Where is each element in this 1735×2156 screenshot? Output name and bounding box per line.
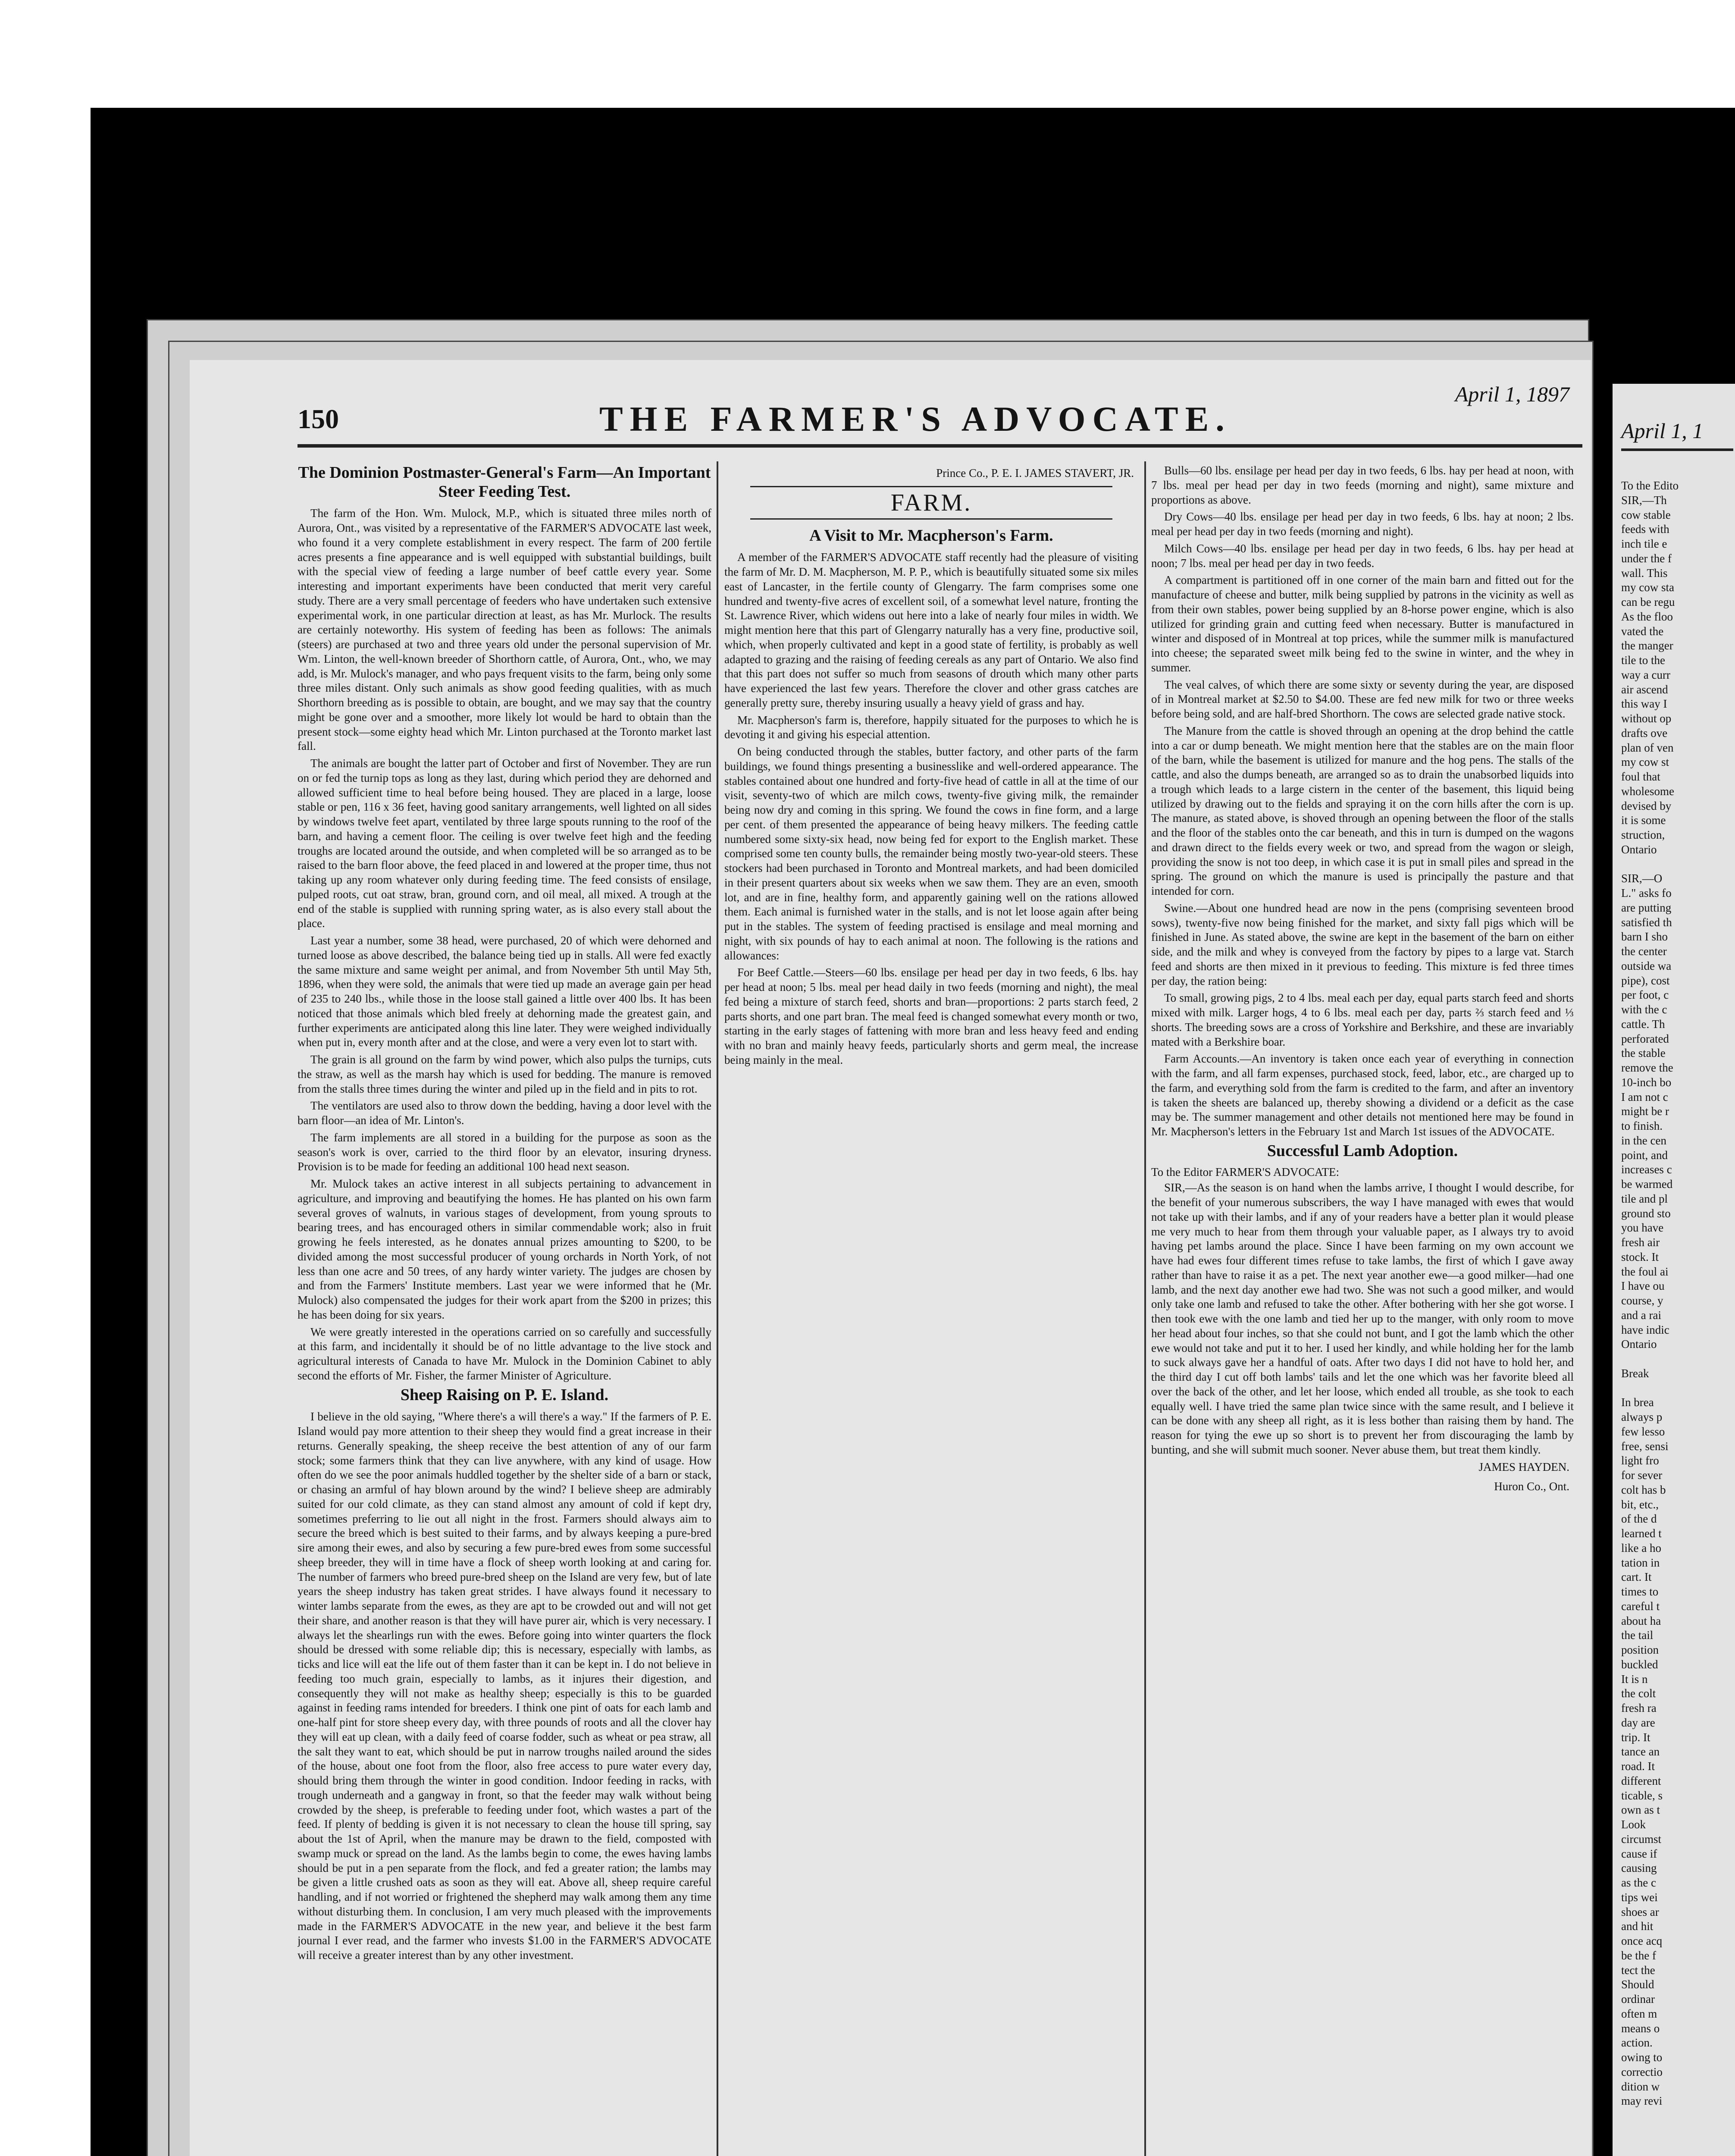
mulock-paragraph: The ventilators are used also to throw down the bedding, having a door level with the barn floor—an idea of Mr. Linton's. (298, 1099, 711, 1127)
adjacent-page-text: To the Edito SIR,—Th cow stable feeds with inch tile e under the f wall. This my cow sta can be regu As the floo vated the the manger tile to the way a curr air ascend this way I without op drafts ove plan of ven my cow st foul that wholesome devised by it is some struction, Ontario SIR,—O L." asks fo are putting satisfied th barn I sho the center outside wa pipe), cost per foot, c with the c cattle. Th perforated the stable remove the 10-inch bo I am not c might be r to finish. in the cen point, and increases c be warmed tile and pl ground sto you have fresh air stock. It the foul ai I have ou course, y and a rai have indic Ontario Break In brea always p few lesso free, sensi light fro for sever colt has b bit, etc., of the d learned t like a ho tation in cart. It times to careful t about ha the tail position buckled It is n the colt fresh ra day are trip. It tance an road. It different ticable, s own as t Look circumst cause if causing as the c tips wei shoes ar and hit once acq be the f tect the Should ordinar often m means o action. owing to correctio dition w may revi (1621, 479, 1679, 2108)
page-number: 150 (298, 404, 339, 434)
adjacent-page (1613, 384, 1735, 2156)
department-heading: FARM. (750, 486, 1112, 520)
mulock-paragraph: The farm implements are all stored in a building for the purpose as soon as the season's work is over, carried to the third floor by an elevator, insuring dryness. Provision is to be made for feeding an additional 100 head next season. (298, 1131, 711, 1173)
lamb-salutation: To the Editor FARMER'S ADVOCATE: (1151, 1166, 1339, 1179)
issue-date: April 1, 1897 (1455, 382, 1569, 406)
macpherson-paragraph: A member of the FARMER'S ADVOCATE staff recently had the pleasure of visiting the farm of Mr. D. M. Macpherson, M. P. P., which is beautifully situated some six miles east of Lancaster, in the fertile county of Glengarry. The farm comprises some one hundred and twenty-five acres of excellent soil, of a somewhat level nature, fronting the St. Lawrence River, which widens out here into a lake of nearly four miles in width. We might mention here that this part of Glengarry naturally has a very fine, productive soil, which, when properly cultivated and kept in a good state of fertility, is probably as well adapted to grazing and the raising of feeding cereals as any part of Ontario. We also find that this part does not suffer so much from seasons of drouth which many other parts have experienced the last few years. Therefore the clover and other grass catches are generally pretty sure, thereby insuring usually a heavy yield of grass and hay. (724, 551, 1138, 709)
mulock-paragraph: Mr. Mulock takes an active interest in all subjects pertaining to advancement in agriculture, and improving and beautifying the homes. He has planted on his own farm several groves of walnuts, in various stages of development, from young sprouts to bearing trees, and has encouraged others in similar commendable work; also in fruit growing he feels interested, as he donates annual prizes amounting to $200, to be divided among the most successful producer of young orchards in North York, of not less than one acre and 50 trees, of any hardy winter variety. The judges are chosen by and from the Farmers' Institute members. Last year we were informed that he (Mr. Mulock) also compensated the judges for their work apart from the $200 in prizes; this he has been doing for six years. (298, 1177, 711, 1321)
macpherson-paragraph: Mr. Macpherson's farm is, therefore, happily situated for the purposes to which he is devoting it and giving his especial attention. (724, 713, 1138, 741)
column-2 (724, 464, 1138, 2156)
macpherson-headline: A Visit to Mr. Macpherson's Farm. (809, 526, 1053, 545)
sheep-signature: Prince Co., P. E. I. JAMES STAVERT, JR. (936, 467, 1134, 479)
macpherson-paragraph: The Manure from the cattle is shoved through an opening at the drop behind the cattle into a car or dump beneath. We might mention here that the stables are on the main floor of the barn, while the basement is utilized for manure and the hog pens. The stalls of the cattle, and also the dumps beneath, are arranged so as to drain the unabsorbed liquids into a trough which leads to a large cistern in the center of the basement, this liquid being utilized by drawing out to the fields and spraying it on the corn hills after the corn is up. The manure, as stated above, is shoved through an opening between the floor of the stalls and the floor of the stables onto the car beneath, and this in turn is dumped on the wagons and drawn direct to the fields every week or two, and spread from the wagon or sleigh, providing the snow is not too deep, in which case it is put in small piles and spread in the spring. The ground on which the manure is used is principally the pasture and that intended for corn. (1151, 724, 1574, 897)
lamb-headline: Successful Lamb Adoption. (1267, 1141, 1458, 1160)
macpherson-paragraph: A compartment is partitioned off in one corner of the main barn and fitted out for the manufacture of cheese and butter, milk being supplied by patrons in the vicinity as well as from their own stables, power being supplied by an 8-horse power engine, which is also utilized for grinding grain and cutting feed when necessary. Butter is manufactured in winter and disposed of in Montreal at top prices, while the summer milk is manufactured into cheese; the separated sweet milk being fed to the swine in winter, and the whey in summer. (1151, 573, 1574, 674)
lamb-signature: JAMES HAYDEN. (1478, 1460, 1569, 1473)
page-header (298, 382, 1582, 442)
masthead: THE FARMER'S ADVOCATE. (599, 399, 1231, 439)
mulock-paragraph: Last year a number, some 38 head, were purchased, 20 of which were dehorned and turned loose as above described, the balance being tied up in stalls. All were fed exactly the same mixture and same weight per animal, and from November 5th until May 5th, 1896, when they were sold, the animals that were tied up made an average gain per head of 235 to 240 lbs., while those in the loose stall gained a little over 400 lbs. It has been noticed that those animals which bled freely at dehorning made the greatest gain, and further experiments are anticipated along this line later. They were weighed individually when put in, every month after and at the close, and were a very even lot to start with. (298, 934, 711, 1049)
column-rule (717, 461, 718, 2156)
adjacent-page-date: April 1, 1 (1621, 419, 1704, 443)
macpherson-paragraph: For Beef Cattle.—Steers—60 lbs. ensilage per head per day in two feeds, 6 lbs. hay per head at noon; 5 lbs. meal per head daily in two feeds (morning and night), the meal fed being a mixture of starch feed, shorts and bran—proportions: 2 parts starch feed, 2 parts shorts, and one part bran. The meal feed is changed somewhat every month or two, starting in the early stages of fattening with more bran and less heavy feed and ending with no bran and mainly heavy feeds, particularly shorts and germ meal, the increase being mainly in the meal. (724, 966, 1138, 1066)
mulock-headline: The Dominion Postmaster-General's Farm—An Important Steer Feeding Test. (298, 464, 711, 501)
macpherson-paragraph: Dry Cows—40 lbs. ensilage per head per day in two feeds, 6 lbs. hay at noon; 2 lbs. meal per head per day in two feeds (morning and night). (1151, 510, 1574, 538)
column-3 (1151, 464, 1574, 2156)
column-1 (298, 464, 711, 2156)
macpherson-paragraph: Farm Accounts.—An inventory is taken once each year of everything in connection with the farm, and all farm expenses, purchased stock, feed, labor, etc., are charged up to the farm, and everything sold from the farm is credited to the farm, and after an inventory is taken the sheets are balanced up, thereby showing a dividend or a deficit as the case may be. The summer management and other details not mentioned here may be found in Mr. Macpherson's letters in the February 1st and March 1st issues of the ADVOCATE. (1151, 1052, 1574, 1138)
mulock-paragraph: We were greatly interested in the operations carried on so carefully and successfully at this farm, and incidentally it should be of no little advantage to the live stock and agricultural interests of Canada to have Mr. Mulock in the Dominion Cabinet to ably second the efforts of Mr. Fisher, the farmer Minister of Agriculture. (298, 1325, 711, 1382)
macpherson-paragraph: The veal calves, of which there are some sixty or seventy during the year, are disposed of in Montreal market at $2.50 to $4.00. These are fed new milk for two or three weeks before being sold, and are half-bred Shorthorn. The cows are selected grade native stock. (1151, 678, 1574, 720)
macpherson-paragraph: On being conducted through the stables, butter factory, and other parts of the farm buildings, we found things presenting a businesslike and well-ordered appearance. The stables contained about one hundred and forty-five head of cattle in all at the time of our visit, seventy-two of which are milch cows, twenty-five giving milk, the remainder being now dry and coming in this spring. We found the cows in fine form, and a large per cent. of them presented the appearance of being heavy milkers. The feeding cattle numbered some sixty-six head, now being fed for export to the English market. These comprised some ten county bulls, the remainder being mostly two-year-old steers. These stockers had been purchased in Toronto and Montreal markets, and had been domiciled in their present quarters about six weeks when we saw them. They are an even, smooth lot, and are in fine, healthy form, and apparently gaining well on the rations allowed them. Each animal is furnished water in the stalls, and is not let loose again after being put in the stables. The system of feeding practised is ensilage and meal morning and night, with six pounds of hay to each animal at noon. The following is the rations and allowances: (724, 745, 1138, 962)
sheep-paragraph: I believe in the old saying, "Where there's a will there's a way." If the farmers of P. E. Island would pay more attention to their sheep they would find a great increase in their returns. Generally speaking, the sheep receive the best attention of any of our farm stock; some farmers think that they can live anywhere, with any kind of usage. How often do we see the poor animals huddled together by the shelter side of a barn or stack, or chasing an armful of hay blown around by the wind? I believe sheep are admirably suited for our cold climate, as they can stand almost any amount of cold if kept dry, sometimes preferring to lie out all night in the frost. Farmers should always aim to secure the breed which is best suited to their farms, and by always keeping a pure-bred sire among their ewes, and also by securing a few pure-bred ewes from some successful sheep breeder, they will in time have a flock of sheep worth looking at and caring for. The number of farmers who breed pure-bred sheep on the Island are very few, but of late years the sheep industry has taken great strides. I have always found it necessary to winter lambs separate from the ewes, as they are apt to be crowded out and will not get their share, and another reason is that they will have purer air, which is very necessary. I always let the shearlings run with the ewes. Before going into winter quarters the flock should be dressed with some reliable dip; this is necessary, especially with lambs, as ticks and lice will eat the life out of them faster than it can be kept in. I do not believe in feeding too much grain, especially to lambs, as it injures their digestion, and consequently they will not make as healthy sheep; especially is this to be guarded against in feeding rams intended for breeders. I think one pint of oats for each lamb and one-half pint for store sheep every day, with three pounds of roots and all the clover hay they will eat up clean, with a daily feed of coarse fodder, such as wheat or pea straw, all the salt they want to eat, which should be put in narrow troughs nailed around the sides of the house, about one foot from the floor, also free access to pure water every day, should bring them through the winter in good condition. Indoor feeding in racks, with trough underneath and a gangway in front, so that the feeder may walk without being crowded by the sheep, is preferable to feeding under foot, which wastes a part of the feed. If plenty of bedding is given it is not necessary to clean the house till spring, say about the 1st of April, when the manure may be drawn to the field, composted with swamp muck or spread on the land. As the lambs begin to come, the ewes having lambs should be put in a pen separate from the flock, and fed a greater ration; the lambs may be given a little crushed oats as soon as they will eat. Above all, sheep require careful handling, and if not worried or frightened the shepherd may walk among them any time without disturbing them. In conclusion, I am very much pleased with the improvements made in the FARMER'S ADVOCATE in the new year, and believe it the best farm journal I ever read, and the farmer who invests $1.00 in the FARMER'S ADVOCATE will receive a greater interest than by any other investment. (298, 1410, 711, 1962)
mulock-paragraph: The animals are bought the latter part of October and first of November. They are run on or fed the turnip tops as long as they last, during which period they are dehorned and allowed sufficient time to heal before being housed. They are placed in a large, loose stable or pen, 116 x 36 feet, having good sanitary arrangements, well lighted on all sides by windows twelve feet apart, ventilated by three large spouts running to the roof of the barn, and having a cement floor. The ceiling is over twelve feet high and the feeding troughs are located around the outside, and when completed will be so arranged as to be raised to the barn floor above, the feed placed in and lowered at the proper time, thus not taking up any room whatever only during feeding time. The feed consists of ensilage, pulped roots, cut oat straw, bran, ground corn, and oil meal, all mixed. A trough at the end of the stable is supplied with running spring water, as is also every stall about the place. (298, 757, 711, 930)
mulock-paragraph: The grain is all ground on the farm by wind power, which also pulps the turnips, cuts the straw, as well as the marsh hay which is used for bedding. The manure is removed from the stalls three times during the winter and piled up in the field and in pits to rot. (298, 1053, 711, 1095)
header-rule (298, 444, 1582, 448)
left-edge-strip (0, 108, 91, 2156)
macpherson-paragraph: To small, growing pigs, 2 to 4 lbs. meal each per day, equal parts starch feed and shorts mixed with milk. Larger hogs, 4 to 6 lbs. meal each per day, parts ⅔ starch feed and ⅓ shorts. The breeding sows are a cross of Yorkshire and Berkshire, and these are invariably mated with a Berkshire boar. (1151, 991, 1574, 1048)
adjacent-page-rule (1621, 448, 1733, 451)
lamb-paragraph: SIR,—As the season is on hand when the lambs arrive, I thought I would describe, for the benefit of your numerous subscribers, the way I have managed with ewes that would not take up with their lambs, and if any of your readers have a better plan it would please me very much to hear from them through your valuable paper, as I always try to avoid having pet lambs around the place. Since I have been farming on my own account we have had ewes four different times refuse to take lambs, the first of which I gave away rather than have to raise it as a pet. The next year another ewe—a good milker—had one lamb, and the next day another ewe had two. She was not such a good milker, and would only take one lamb and refused to take the other. After bothering with her she got worse. I then took ewe with the one lamb and tied her up to the manger, with only room to move her head about four inches, so that she could not bunt, and I got the lamb which the other ewe would not take and put it to her. I used her kindly, and while holding her for the lamb to suck always gave her a handful of oats. After two days I did not have to hold her, and the third day I cut off both lambs' tails and let the one which was her favorite bleed all over the back of the other, and let her loose, which ended all trouble, as she took to each equally well. I have tried the same plan twice since with the same result, and I believe it can be done with any sheep all right, as it is less bother than raising them by hand. The reason for tying the ewe up so short is to prevent her from discouraging the lamb by bunting, and she will submit much sooner. Never abuse them, but treat them kindly. (1151, 1181, 1574, 1456)
macpherson-paragraph: Swine.—About one hundred head are now in the pens (comprising seventeen brood sows), twenty-five now being finished for the market, and sixty fall pigs which will be finished in June. As stated above, the swine are kept in the basement of the barn on either side, and the milk and whey is conveyed from the factory by pipes to a large vat. Starch feed and shorts are then mixed in it previous to feeding. This mixture is fed three times per day, the ration being: (1151, 901, 1574, 987)
column-rule (1144, 461, 1146, 2156)
newspaper-page (190, 360, 1591, 2156)
macpherson-paragraph: Milch Cows—40 lbs. ensilage per head per day in two feeds, 6 lbs. hay per head at noon; 7 lbs. meal per head per day in two feeds. (1151, 542, 1574, 570)
sheep-headline: Sheep Raising on P. E. Island. (400, 1385, 609, 1404)
lamb-location: Huron Co., Ont. (1494, 1480, 1569, 1493)
top-margin (0, 0, 1735, 108)
mulock-paragraph: The farm of the Hon. Wm. Mulock, M.P., which is situated three miles north of Aurora, Ont., was visited by a representative of the FARMER'S ADVOCATE last week, who found it a very complete establishment in every respect. The farm of 200 fertile acres presents a fine appearance and is well equipped with substantial buildings, built with the special view of feeding a large number of beef cattle every year. Some interesting and important experiments have been conducted that merit very careful study. There are a very small percentage of feeders who have undertaken such extensive experimental work, in one particular direction at least, as has Mr. Murlock. The results are certainly noteworthy. His system of feeding has been as follows: The animals (steers) are purchased at two and three years old under the personal supervision of Mr. Wm. Linton, the well-known breeder of Shorthorn cattle, of Aurora, Ont., who, we may add, is Mr. Mulock's manager, and who pays frequent visits to the farm, being only some three miles distant. Only such animals as show good feeding qualities, with as much Shorthorn breeding as is possible to obtain, are bought, and we may say that the country might be gone over and a smoother, more likely lot would be hard to obtain than the present stock—some eighty head which Mr. Linton purchased at the Toronto market last fall. (298, 507, 711, 753)
macpherson-paragraph: Bulls—60 lbs. ensilage per head per day in two feeds, 6 lbs. hay per head at noon, with 7 lbs. meal per head per day in two feeds (morning and night), same mixture and proportions as above. (1151, 464, 1574, 506)
